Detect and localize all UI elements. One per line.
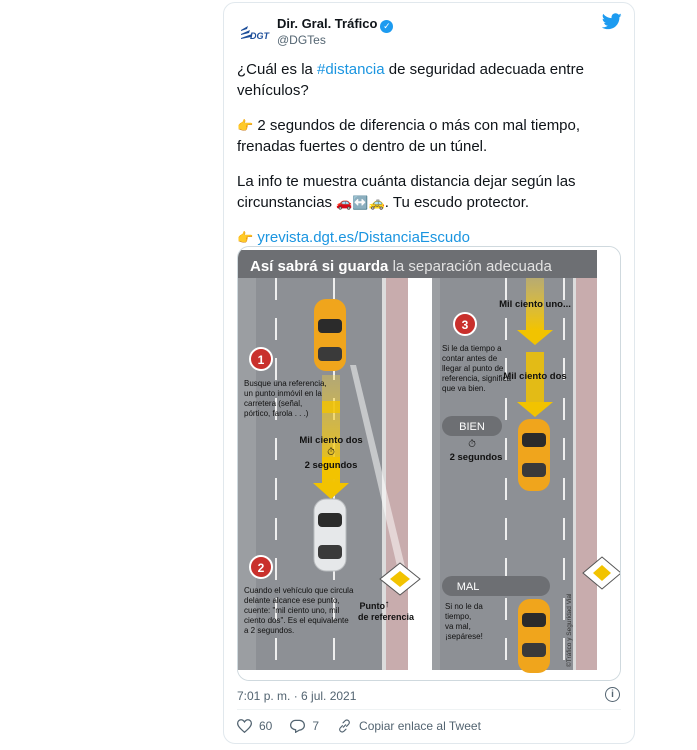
tweet-actions [237,719,499,733]
step-1-line: pórtico, farola . . .) [244,409,309,418]
tweet-paragraph-4 [237,227,627,248]
text-segment: ¿Cuál es la [237,61,318,78]
author-handle[interactable]: @DGTes [277,33,326,47]
car-right-bien [518,419,550,491]
right-sidewalk [576,278,597,670]
infographic-image[interactable] [237,246,621,681]
text-segment: 2 segundos de diferencia o más con mal tiempo, frenadas fuertes o dentro de un túnel. [237,117,581,155]
count-label-right-1: Mil ciento uno... [499,299,571,310]
copy-link-button[interactable] [337,719,481,733]
tweet-paragraph-1 [237,59,627,101]
tweet-paragraph-3 [237,171,627,213]
step-3-line: Si le da tiempo a [442,344,502,353]
step-3-line: contar antes de [442,354,498,363]
svg-text:DGT: DGT [250,31,269,41]
mal-line: Si no le da [445,602,483,611]
twitter-bird-icon[interactable] [602,13,622,35]
mal-line: va mal, [445,622,471,631]
article-link[interactable]: yrevista.dgt.es/DistanciaEscudo [257,229,470,246]
stopwatch-icon: ⏱ [468,439,476,450]
author-name-text[interactable]: Dir. Gral. Tráfico [277,16,378,31]
credit-text: ©Tráfico y Seguridad Vial [566,593,573,667]
seconds-label-right: 2 segundos [449,452,503,463]
step-2-line: ciento dos". Es el equivalente [244,616,349,625]
text-segment: La info te muestra cuánta distancia dejar según las circunstancias [237,173,576,211]
hashtag-link[interactable]: #distancia [317,61,385,78]
step-2-line: a 2 segundos. [244,626,295,635]
reference-label-2: de referencia [357,612,415,622]
infographic-svg [238,247,620,680]
step-2-number: 2 [257,561,265,575]
step-3-line: llegar al punto de [442,364,504,373]
tweet-timestamp[interactable]: 7:01 p. m. · 6 jul. 2021 [237,689,357,703]
reply-count: 7 [312,719,320,733]
pointing-hand-icon: 👉 [237,118,254,133]
heart-icon [237,719,252,733]
stopwatch-icon: ⏱ [327,447,335,458]
step-2-line: Cuando el vehículo que circula [244,586,354,595]
step-1-line: Busque una referencia, [244,379,327,388]
step-1-line: un punto inmóvil en la [244,389,322,398]
car-arrows-taxi-icons: 🚗↔️🚕 [336,195,385,210]
reply-button[interactable] [290,719,319,733]
link-icon [337,719,352,733]
step-3-line: que va bien. [442,384,486,393]
tweet-card [223,2,635,744]
like-button[interactable] [237,719,272,733]
count-label-right-2: Mil ciento dos [503,371,567,382]
text-segment: . Tu escudo protector. [384,194,530,211]
reference-label-1: Punto [359,601,385,611]
step-2-line: delante alcance ese punto, [244,596,340,605]
step-3-number: 3 [461,318,469,332]
count-label-left: Mil ciento dos [299,435,363,446]
dgt-logo-icon [238,17,272,51]
infographic-title: Así sabrá si guarda la separación adecuada [250,258,552,275]
step-2-line: cuente: "mil ciento uno, mil [244,606,340,615]
verified-badge-icon: ✓ [380,20,393,33]
pointing-hand-icon: 👉 [237,230,254,245]
tweet-text [237,59,627,262]
mal-label: MAL [456,581,480,593]
text-segment: de seguridad adecuada entre vehículos? [237,61,584,99]
reply-icon [290,719,305,733]
step-1-line: carretera (señal, [244,399,303,408]
copy-link-label: Copiar enlace al Tweet [359,719,481,733]
mal-line: ¡sepárese! [445,632,483,641]
step-3-line: referencia, significa [442,374,511,383]
tweet-paragraph-2 [237,115,627,157]
up-arrow-icon: ↑ [384,599,390,610]
bien-label: BIEN [459,421,485,433]
seconds-label-left: 2 segundos [304,460,358,471]
divider [237,709,621,710]
car-right-mal [518,599,550,673]
mal-line: tiempo, [445,612,472,621]
author-name[interactable] [277,16,393,33]
following-car-left [314,499,346,571]
like-count: 60 [259,719,273,733]
front-car-left [314,299,346,371]
info-icon[interactable]: i [605,687,620,702]
dgt-avatar[interactable] [238,17,272,51]
step-1-number: 1 [257,353,265,367]
